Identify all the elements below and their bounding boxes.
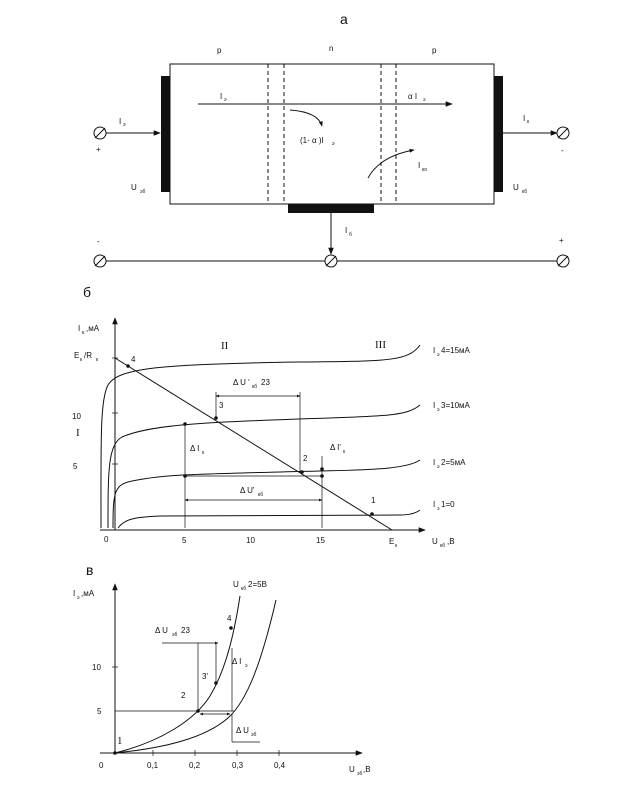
panel-b-x-label-unit: ,B [447,537,455,546]
operating-point-2 [300,470,304,474]
current-ie-label: I [220,92,223,101]
current-one-minus-alpha-sub: э [332,141,335,147]
ek-rk-sub2: к [96,357,99,363]
ukb-curve-label-value: 2=5B [248,580,267,589]
region-n-label: n [329,44,334,53]
u-eb-sub: эб [140,189,146,195]
region-p-left-label: p [217,46,222,55]
panel-b-x-tick-0: 0 [104,535,109,544]
ukb-curve-label: U [233,580,239,589]
delta-ueb-label: Δ U [236,726,249,735]
panel-b-x-label: U [432,537,438,546]
u-kb-label: U [513,183,519,192]
panel-c-y-tick-5: 5 [97,707,102,716]
base-contact [288,204,374,213]
ukb-curve-label-sub: кб [241,586,247,592]
panel-c-y-label-unit: ,мА [81,589,95,598]
base-terminal-label: I [345,226,348,235]
delta-u-prime-label: Δ U' [240,486,255,495]
u-eb-label: U [131,183,137,192]
minus-sign-right: - [561,146,564,155]
panel-c-x-tick-03: 0,3 [232,761,244,770]
curve-ie-5ma [113,460,420,528]
curve-ie-10ma-value: 3=10мА [441,401,470,410]
ek-rk-sub1: к [80,357,83,363]
curve-ie-10ma [108,405,420,528]
panel-a-letter: а [340,11,348,27]
panel-b-y-label: I [78,324,81,333]
panel-b-x-tick-ek-sub: к [395,543,398,549]
delta-u23-sub: кб [252,384,258,390]
panel-c-y-label: I [73,589,76,598]
collector-contact [494,76,503,192]
panel-c-x-tick-04: 0,4 [274,761,286,770]
curve-ie-0-label: I [433,500,436,509]
delta-ik-label: Δ I [190,444,200,453]
panel-c-y-label-sub: э [77,595,80,601]
delta-u23-tail: 23 [261,378,270,387]
panel-b-output-characteristics [72,284,471,549]
semiconductor-body [170,64,494,204]
input-curve-ukb-0 [115,600,276,753]
emitter-terminal-slash [95,128,105,138]
u-kb-sub: кб [522,189,528,195]
region-II-label: II [221,340,229,352]
collector-terminal-slash [558,128,568,138]
delta-u23-label: Δ U ' [233,378,250,387]
emitter-terminal-label: I [119,117,122,126]
curve-ie-15ma-label: I [433,346,436,355]
current-one-minus-alpha-label: (1- α )I [300,136,324,145]
bottom-terminal-right-slash [558,256,568,266]
delta-ik-sub: к [202,450,205,456]
panel-c-letter: в [86,562,94,578]
point-15v-upper [320,467,324,471]
emitter-contact [161,76,170,192]
curve-ie-10ma-sub: э [437,407,440,413]
ek-rk-slash: /R [84,351,92,360]
current-alpha-ie-label: α I [408,92,418,101]
panel-c-x-label-unit: ,B [363,765,371,774]
curve-ie-15ma-value: 4=15мА [441,346,470,355]
curve-ie-10ma-label: I [433,401,436,410]
collector-terminal-label: I [523,114,526,123]
panel-b-x-tick-ek: E [389,537,395,546]
panel-b-letter: б [83,284,92,300]
delta-u-prime-sub: кб [258,492,264,498]
input-point-3p [214,681,218,685]
input-point-4-label: 4 [227,614,232,623]
curve-ie-15ma-sub: э [437,352,440,358]
input-point-3p-label: 3' [202,672,208,681]
panel-b-y-tick-10: 10 [72,412,81,421]
curve-ie-5ma-sub: э [437,464,440,470]
panel-b-x-tick-15: 15 [316,536,325,545]
panel-c-input-characteristics [73,562,371,777]
panel-c-x-tick-02: 0,2 [189,761,201,770]
panel-b-y-label-sub: к [82,330,85,336]
curve-ie-0-value: 1=0 [441,500,455,509]
panel-c-x-label: U [349,765,355,774]
input-point-2-label: 2 [181,691,186,700]
point-1-label: 1 [371,496,376,505]
minus-sign-bottom-left: - [97,237,100,246]
input-curve-ukb-5v [115,596,240,753]
input-point-4 [229,626,233,630]
collector-terminal-sub: к [527,119,530,125]
delta-ueb23-label: Δ U [155,626,168,635]
bottom-terminal-left-slash [95,256,105,266]
reverse-current-arrow [368,150,414,178]
panel-c-y-tick-10: 10 [92,663,101,672]
curve-ie-0-sub: э [437,506,440,512]
current-ik0-label: I [418,161,421,170]
region-I-label: I [76,427,80,439]
current-ie-sub: э [224,97,227,103]
delta-ueb23-tail: 23 [181,626,190,635]
panel-c-x-label-sub: эб [357,771,363,777]
curve-ie-5ma-value: 2=5мА [441,458,466,467]
delta-ie-label: Δ I [232,657,242,666]
current-alpha-ie-sub: э [423,97,426,103]
delta-ueb-sub: эб [251,732,257,738]
input-point-1 [113,751,117,755]
curve-ie-5ma-label: I [433,458,436,467]
point-3-label: 3 [219,401,224,410]
current-ik0-sub: ко [422,167,428,173]
input-point-2 [196,709,200,713]
panel-b-x-tick-10: 10 [246,536,255,545]
ek-rk-label: E [74,351,80,360]
operating-point-1 [370,512,374,516]
panel-c-x-tick-0: 0 [99,761,104,770]
delta-ueb23-sub: эб [172,632,178,638]
delta-ik-prime-label: Δ I' [330,443,341,452]
panel-c-x-tick-01: 0,1 [147,761,159,770]
plus-sign-left: + [96,145,101,154]
point-2-label: 2 [303,454,308,463]
panel-b-x-label-sub: кб [440,543,446,549]
emitter-terminal-sub: э [123,122,126,128]
panel-b-y-label-unit: ,мА [86,324,100,333]
panel-a-structure [94,11,569,267]
bottom-terminal-base-slash [326,256,336,266]
base-terminal-sub: б [349,232,352,238]
panel-b-y-tick-5: 5 [73,462,78,471]
point-15v-lower [320,474,324,478]
point-4-label: 4 [131,355,136,364]
region-III-label: III [375,339,386,351]
point-5v-upper [183,422,187,426]
input-point-1-label: 1 [117,735,123,747]
delta-ie-sub: э [245,663,248,669]
recombination-arrow [290,110,322,126]
region-p-right-label: p [432,46,437,55]
operating-point-4 [126,364,130,368]
panel-b-x-tick-5: 5 [182,536,187,545]
delta-ik-prime-sub: к [343,449,346,455]
plus-sign-bottom-right: + [559,236,564,245]
